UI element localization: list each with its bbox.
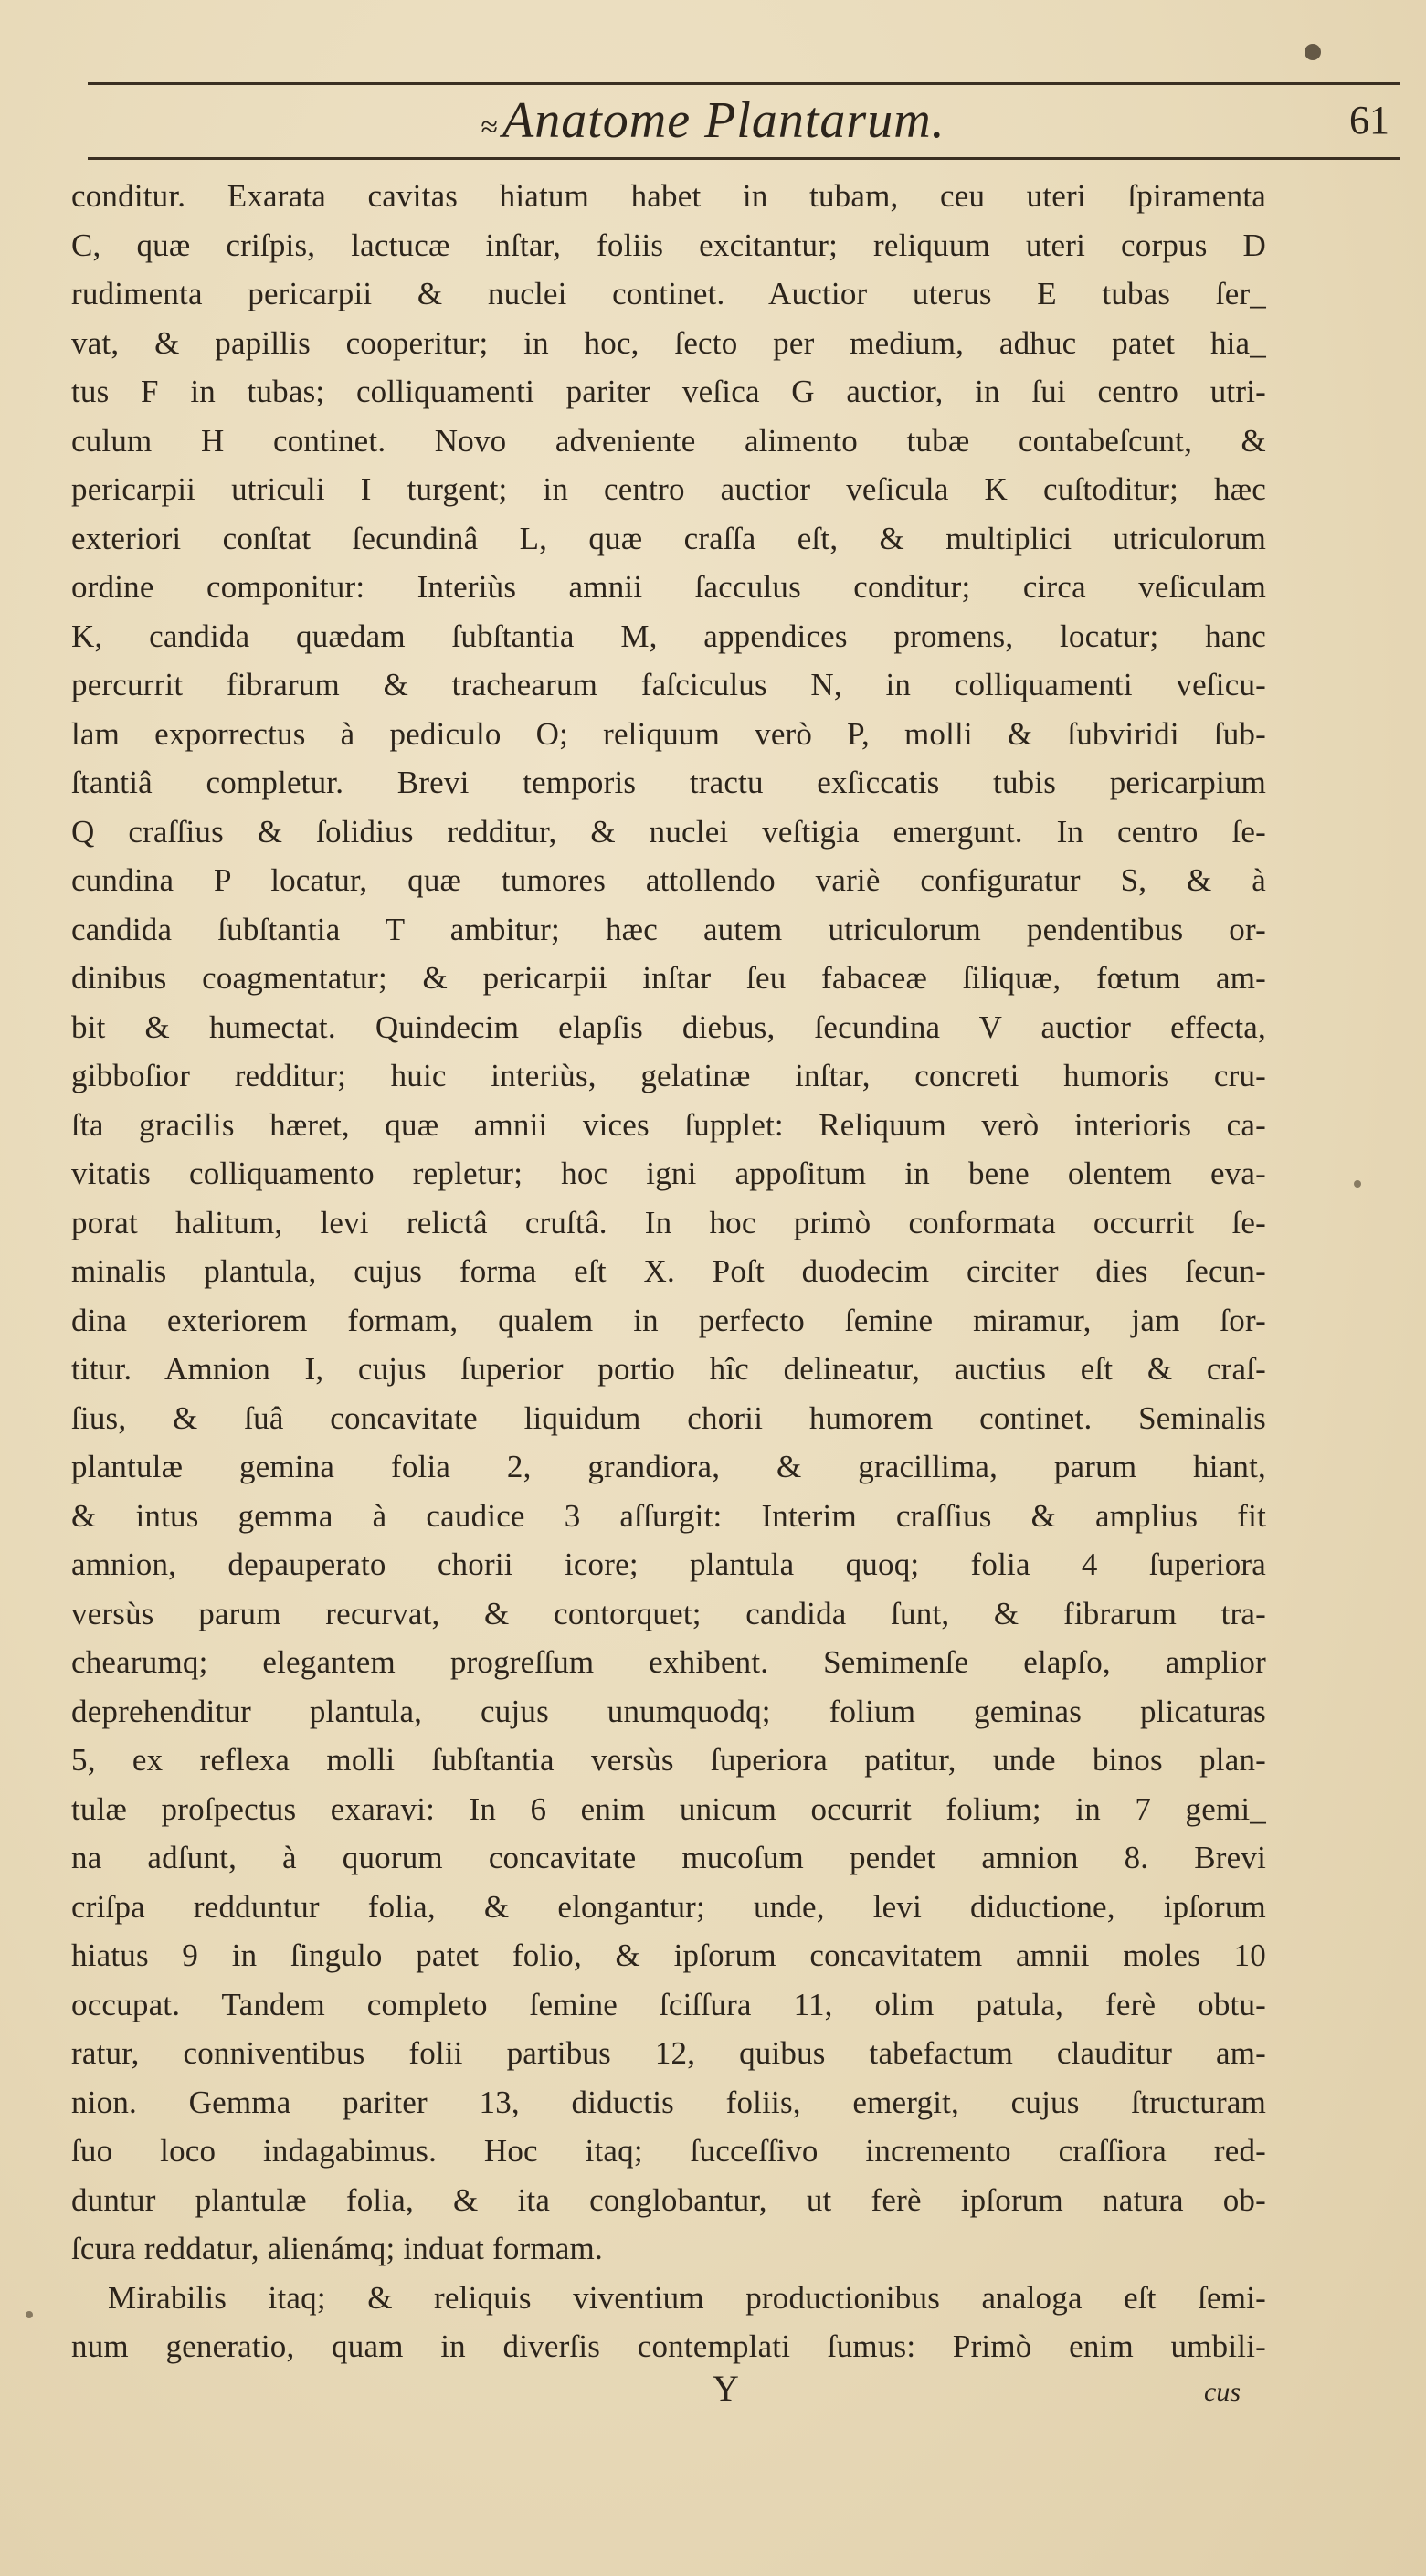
- text-line: dina exteriorem formam, qualem in perfecto ſemine miramur, jam ſor-: [71, 1302, 1266, 1338]
- text-line: K, candida quædam ſubſtantia M, appendices promens, locatur; hanc: [71, 618, 1266, 654]
- text-line: minalis plantula, cujus forma eſt X. Poſt duodecim circiter dies ſecun-: [71, 1253, 1266, 1289]
- text-line: occupat. Tandem completo ſemine ſciſſura 11, olim patula, ferè obtu-: [71, 1986, 1266, 2022]
- text-line: culum H continet. Novo adveniente alimento tubæ contabeſcunt, &: [71, 422, 1266, 459]
- text-line: bit & humectat. Quindecim elapſis diebus, ſecundina V auctior effecta,: [71, 1008, 1266, 1045]
- text-line: vat, & papillis cooperitur; in hoc, ſecto per medium, adhuc patet hia_: [71, 324, 1266, 361]
- text-line: tulæ proſpectus exaravi: In 6 enim unicum occurrit folium; in 7 gemi_: [71, 1790, 1266, 1827]
- text-line: C, quæ criſpis, lactucæ inſtar, foliis excitantur; reliquum uteri corpus D: [71, 227, 1266, 263]
- text-line: Mirabilis itaq; & reliquis viventium productionibus analoga eſt ſemi-: [108, 2279, 1266, 2316]
- text-line: pericarpii utriculi I turgent; in centro auctior veſicula K cuſtoditur; hæc: [71, 471, 1266, 507]
- text-line: exteriori conſtat ſecundinâ L, quæ craſſa eſt, & multiplici utriculorum: [71, 520, 1266, 556]
- text-line: vitatis colliquamento repletur; hoc igni appoſitum in bene olentem eva-: [71, 1156, 1266, 1191]
- text-line: 5, ex reflexa molli ſubſtantia versùs ſuperiora patitur, unde binos plan-: [71, 1742, 1266, 1778]
- text-line: nion. Gemma pariter 13, diductis foliis, emergit, cujus ſtructuram: [71, 2084, 1266, 2120]
- header-rule-bottom: [88, 157, 1400, 160]
- text-line: deprehenditur plantula, cujus unumquodq; folium geminas plicaturas: [71, 1693, 1266, 1729]
- text-line: cundina P locatur, quæ tumores attollendo variè configuratur S, & à: [71, 862, 1266, 898]
- text-line: gibboſior redditur; huic interiùs, gelatinæ inſtar, concreti humoris cru-: [71, 1058, 1266, 1093]
- title-ornament: ≈: [481, 111, 500, 144]
- text-line: rudimenta pericarpii & nuclei continet. Auctior uterus E tubas ſer_: [71, 276, 1266, 311]
- text-line: porat halitum, levi relictâ cruſtâ. In hoc primò conformata occurrit ſe-: [71, 1204, 1266, 1240]
- text-line: ſcura reddatur, alienámq; induat formam.: [71, 2231, 603, 2266]
- running-title-text: Anatome Plantarum.: [502, 92, 945, 149]
- paper-speck: [26, 2311, 33, 2318]
- text-line: criſpa redduntur folia, & elongantur; unde, levi diductione, ipſorum: [71, 1888, 1266, 1925]
- header-rule-top: [88, 82, 1400, 85]
- text-line: Q craſſius & ſolidius redditur, & nuclei veſtigia emergunt. In centro ſe-: [71, 813, 1266, 850]
- text-line: na adſunt, à quorum concavitate mucoſum pendet amnion 8. Brevi: [71, 1840, 1266, 1875]
- text-line: versùs parum recurvat, & contorquet; candida ſunt, & fibrarum tra-: [71, 1595, 1266, 1631]
- text-line: tus F in tubas; colliquamenti pariter veſica G auctior, in ſui centro utri-: [71, 374, 1266, 409]
- running-title: [0, 88, 1426, 153]
- catchword: cus: [1204, 2377, 1241, 2407]
- text-line: conditur. Exarata cavitas hiatum habet in tubam, ceu uteri ſpiramenta: [71, 178, 1266, 214]
- text-line: chearumq; elegantem progreſſum exhibent. Semimenſe elapſo, amplior: [71, 1644, 1266, 1680]
- body-text: [71, 172, 1266, 2371]
- ink-blot: [1305, 44, 1321, 60]
- text-line: ordine componitur: Interiùs amnii ſacculus conditur; circa veſiculam: [71, 569, 1266, 605]
- text-line: ſuo loco indagabimus. Hoc itaq; ſucceſſivo incremento craſſiora red-: [71, 2133, 1266, 2169]
- text-line: plantulæ gemina folia 2, grandiora, & gracillima, parum hiant,: [71, 1449, 1266, 1484]
- text-line: hiatus 9 in ſingulo patet folio, & ipſorum concavitatem amnii moles 10: [71, 1937, 1266, 1973]
- text-line: ratur, conniventibus folii partibus 12, quibus tabefactum clauditur am-: [71, 2035, 1266, 2071]
- text-line: & intus gemma à caudice 3 aſſurgit: Interim craſſius & amplius fit: [71, 1497, 1266, 1534]
- text-line: percurrit fibrarum & trachearum faſciculus N, in colliquamenti veſicu-: [71, 667, 1266, 702]
- text-line: dinibus coagmentatur; & pericarpii inſtar ſeu fabaceæ ſiliquæ, fœtum am-: [71, 960, 1266, 996]
- paper-speck: [1354, 1180, 1361, 1188]
- text-line: lam exporrectus à pediculo O; reliquum verò P, molli & ſubviridi ſub-: [71, 715, 1266, 752]
- text-line: titur. Amnion I, cujus ſuperior portio hîc delineatur, auctius eſt & craſ-: [71, 1351, 1266, 1387]
- text-line: ſius, & ſuâ concavitate liquidum chorii humorem continet. Seminalis: [71, 1399, 1266, 1436]
- text-line: num generatio, quam in diverſis contemplati ſumus: Primò enim umbili-: [71, 2328, 1266, 2364]
- page-number: 61: [1349, 98, 1389, 143]
- text-line: ſta gracilis hæret, quæ amnii vices ſupplet: Reliquum verò interioris ca-: [71, 1106, 1266, 1143]
- text-line: amnion, depauperato chorii icore; plantula quoq; folia 4 ſuperiora: [71, 1547, 1266, 1582]
- signature-mark: Y: [713, 2368, 739, 2409]
- text-line: candida ſubſtantia T ambitur; hæc autem utriculorum pendentibus or-: [71, 911, 1266, 947]
- text-line: duntur plantulæ folia, & ita conglobantur, ut ferè ipſorum natura ob-: [71, 2181, 1266, 2218]
- text-line: ſtantiâ completur. Brevi temporis tractu exſiccatis tubis pericarpium: [71, 765, 1266, 800]
